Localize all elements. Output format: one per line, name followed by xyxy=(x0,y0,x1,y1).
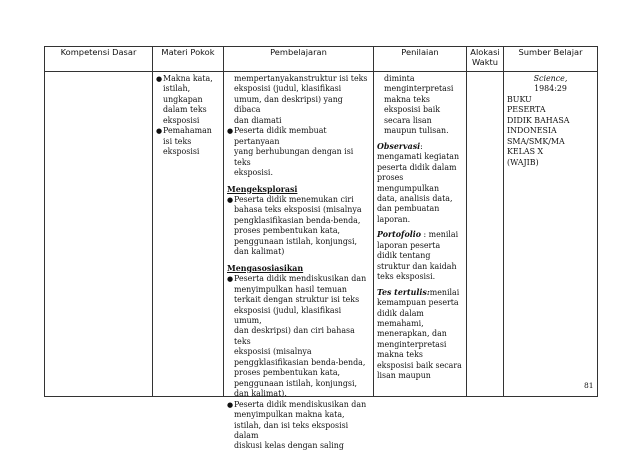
text-line: menyimpulkan hasil temuan xyxy=(234,284,348,294)
text-line: dan diamati xyxy=(234,115,282,125)
syllabus-table xyxy=(44,46,598,451)
text-line: mempertanyakanstruktur isi teks xyxy=(234,74,368,83)
header-kompetensi-dasar: Kompetensi Dasar xyxy=(45,47,153,72)
text-line: menginterpretasi xyxy=(384,84,454,94)
sumber-year: 1984:29 xyxy=(534,84,567,94)
heading-mengasosiasikan: Mengasosiasikan xyxy=(227,263,304,273)
text-line: laporan. xyxy=(377,214,411,224)
cell-kompetensi-dasar xyxy=(45,72,153,397)
text-line: struktur dan kaidah xyxy=(377,261,457,271)
heading-mengeksplorasi: Mengeksplorasi xyxy=(227,184,298,194)
cell-materi-pokok xyxy=(153,72,224,397)
text-line: menyimpulkan makna kata, xyxy=(234,410,345,420)
text-line: terkait dengan struktur isi teks xyxy=(234,295,360,305)
text-line: Peserta didik mendiskusikan dan xyxy=(234,274,367,284)
text-line: Makna kata, xyxy=(163,74,213,83)
text-line: PESERTA xyxy=(507,105,546,115)
tes-tertulis-tail: menilai xyxy=(429,287,460,297)
text-line: mengamati kegiatan xyxy=(377,152,460,162)
header-penilaian: Penilaian xyxy=(374,47,467,72)
text-line: proses xyxy=(377,173,404,183)
text-line: diminta xyxy=(384,74,415,83)
text-line: memahami, xyxy=(377,318,424,328)
text-line: makna teks xyxy=(384,94,430,104)
text-line: peserta didik dalam xyxy=(377,162,457,172)
text-line: menerapkan, dan xyxy=(377,329,447,339)
text-line: KELAS X xyxy=(507,147,544,157)
text-line: Peserta didik membuat pertanyaan xyxy=(234,126,327,146)
page-number: 81 xyxy=(584,381,594,390)
portofolio-tail: : menilai xyxy=(420,230,459,240)
text-line: mengumpulkan xyxy=(377,183,440,193)
text-line: penggunaan istilah, konjungsi, xyxy=(234,378,358,388)
materi-item xyxy=(156,74,220,126)
text-line: dan pembuatan xyxy=(377,204,440,214)
pembelajaran-bullet xyxy=(227,195,370,258)
text-line: maupun tulisan. xyxy=(384,126,449,136)
text-line: eksposisi baik secara xyxy=(377,360,462,370)
text-line: diskusi kelas dengan saling xyxy=(234,441,344,451)
pembelajaran-bullet xyxy=(227,400,370,452)
text-line: dan kalimat) xyxy=(234,247,285,257)
text-line: makna teks xyxy=(377,350,423,360)
cell-penilaian xyxy=(374,72,467,397)
header-alokasi-line-2: Waktu xyxy=(471,57,499,67)
text-line: eksposisi (judul, klasifikasi umum, xyxy=(234,305,342,325)
text-line: eksposisi. xyxy=(234,168,273,178)
penilaian-observasi xyxy=(377,142,463,226)
cell-sumber-belajar xyxy=(504,72,598,397)
text-line: isi teks xyxy=(163,136,192,146)
header-alokasi-waktu xyxy=(467,47,504,72)
materi-item xyxy=(156,126,220,157)
text-line: BUKU xyxy=(507,94,532,104)
text-line: (WAJIB) xyxy=(507,157,539,167)
text-line: eksposisi xyxy=(163,147,200,157)
text-line: eksposisi baik xyxy=(384,105,441,115)
bullet-icon: ● xyxy=(156,75,163,83)
text-line: Peserta didik mendiskusikan dan xyxy=(234,399,367,409)
text-line: proses pembentukan kata, xyxy=(234,368,341,378)
text-line: kemampuan peserta xyxy=(377,298,459,308)
header-pembelajaran: Pembelajaran xyxy=(224,47,374,72)
text-line: menginterpretasi xyxy=(377,339,447,349)
text-line: dan deskripsi) dan ciri bahasa teks xyxy=(234,326,355,346)
bullet-icon: ● xyxy=(227,275,234,284)
sumber-science: Science, xyxy=(533,74,568,83)
bullet-icon: ● xyxy=(227,127,234,136)
text-line: laporan peserta xyxy=(377,240,441,250)
text-line: eksposisi (judul, klasifikasi xyxy=(234,84,342,94)
table-header-row xyxy=(45,47,598,72)
text-line: didik dalam xyxy=(377,308,424,318)
text-line: bahasa teks eksposisi (misalnya xyxy=(234,205,362,215)
text-line: secara lisan xyxy=(384,115,432,125)
text-line: umum, dan deskripsi) yang dibaca xyxy=(234,94,343,115)
penilaian-portofolio xyxy=(377,230,463,282)
text-line: dalam teks xyxy=(163,105,207,115)
text-line: DIDIK BAHASA xyxy=(507,115,570,125)
text-line: teks eksposisi. xyxy=(377,272,436,282)
pembelajaran-bullet xyxy=(227,274,370,399)
text-line: proses pembentukan kata, xyxy=(234,226,341,236)
observasi-colon: : xyxy=(420,141,423,151)
observasi-label: Observasi xyxy=(377,141,421,151)
text-line: penggklasifikasian benda-benda, xyxy=(234,357,366,367)
bullet-icon: ● xyxy=(227,400,234,409)
text-line: yang berhubungan dengan isi teks xyxy=(234,147,354,167)
text-line: didik tentang xyxy=(377,251,431,261)
header-materi-pokok: Materi Pokok xyxy=(153,47,224,72)
bullet-icon: ● xyxy=(227,195,234,204)
cell-alokasi-waktu xyxy=(467,72,504,397)
text-line: istilah, dan isi teks eksposisi dalam xyxy=(234,420,349,440)
text-line: Peserta didik menemukan ciri xyxy=(234,194,354,204)
text-line: istilah, xyxy=(163,84,191,94)
cell-pembelajaran xyxy=(224,72,374,451)
tes-tertulis-label: Tes tertulis: xyxy=(377,287,430,297)
penilaian-tes-tertulis xyxy=(377,288,463,382)
text-line: dan kalimat). xyxy=(234,389,287,399)
table-row xyxy=(45,72,598,397)
text-line: lisan maupun xyxy=(377,371,431,381)
bullet-icon: ● xyxy=(156,127,163,136)
text-line: eksposisi (misalnya xyxy=(234,347,312,357)
text-line: Pemahaman xyxy=(163,126,212,136)
text-line: eksposisi xyxy=(163,115,200,125)
pembelajaran-bullet xyxy=(227,126,370,178)
penilaian-intro xyxy=(377,74,463,137)
text-line: SMA/SMK/MA xyxy=(507,136,565,146)
header-sumber-belajar: Sumber Belajar xyxy=(504,47,598,72)
text-line: pengklasifikasian benda-benda, xyxy=(234,215,361,225)
header-alokasi-line-1: Alokasi xyxy=(470,47,500,57)
pembelajaran-intro xyxy=(227,74,370,126)
text-line: INDONESIA xyxy=(507,126,557,136)
portofolio-label: Portofolio xyxy=(377,230,421,240)
text-line: penggunaan istilah, konjungsi, xyxy=(234,236,358,246)
text-line: data, analisis data, xyxy=(377,193,453,203)
text-line: ungkapan xyxy=(163,94,203,104)
